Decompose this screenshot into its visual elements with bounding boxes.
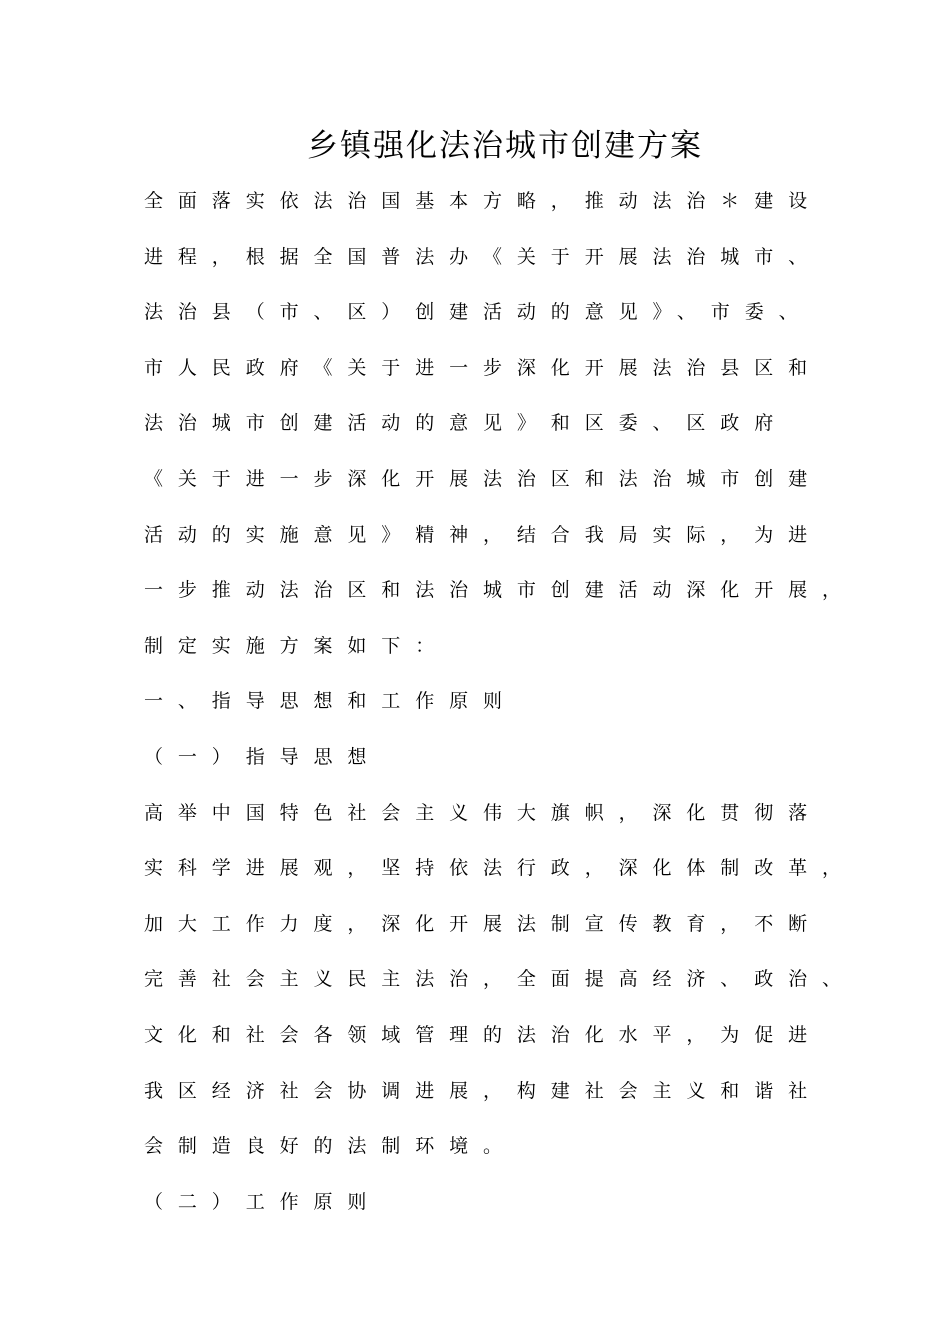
- body-line: 进程，根据全国普法办《关于开展法治城市、: [144, 245, 823, 268]
- body-line: 《关于进一步深化开展法治区和法治城市创建: [144, 467, 823, 490]
- body-line: 会制造良好的法制环境。: [144, 1135, 517, 1158]
- body-line: 我区经济社会协调进展，构建社会主义和谐社: [144, 1079, 823, 1102]
- document-body: [144, 181, 856, 1237]
- document-title: 乡镇强化法治城市创建方案: [307, 128, 703, 164]
- body-line: 制定实施方案如下：: [144, 634, 450, 657]
- section-heading: 一、指导思想和工作原则: [144, 690, 517, 713]
- subsection-heading: （一）指导思想: [144, 745, 382, 768]
- body-line: 实科学进展观，坚持依法行政，深化体制改革，: [144, 857, 856, 880]
- body-line: 完善社会主义民主法治，全面提高经济、政治、: [144, 968, 856, 991]
- body-line: 法治城市创建活动的意见》和区委、区政府: [144, 412, 789, 435]
- subsection-heading: （二）工作原则: [144, 1190, 382, 1213]
- body-line: 市人民政府《关于进一步深化开展法治县区和: [144, 356, 823, 379]
- body-line: 全面落实依法治国基本方略，推动法治＊建设: [144, 190, 823, 212]
- body-line: 高举中国特色社会主义伟大旗帜，深化贯彻落: [144, 801, 823, 824]
- body-line: 文化和社会各领域管理的法治化水平，为促进: [144, 1023, 823, 1046]
- body-line: 法治县（市、区）创建活动的意见》、市委、: [144, 301, 813, 324]
- body-line: 一步推动法治区和法治城市创建活动深化开展，: [144, 579, 856, 602]
- body-line: 加大工作力度，深化开展法制宣传教育，不断: [144, 912, 823, 935]
- body-line: 活动的实施意见》精神，结合我局实际，为进: [144, 523, 823, 546]
